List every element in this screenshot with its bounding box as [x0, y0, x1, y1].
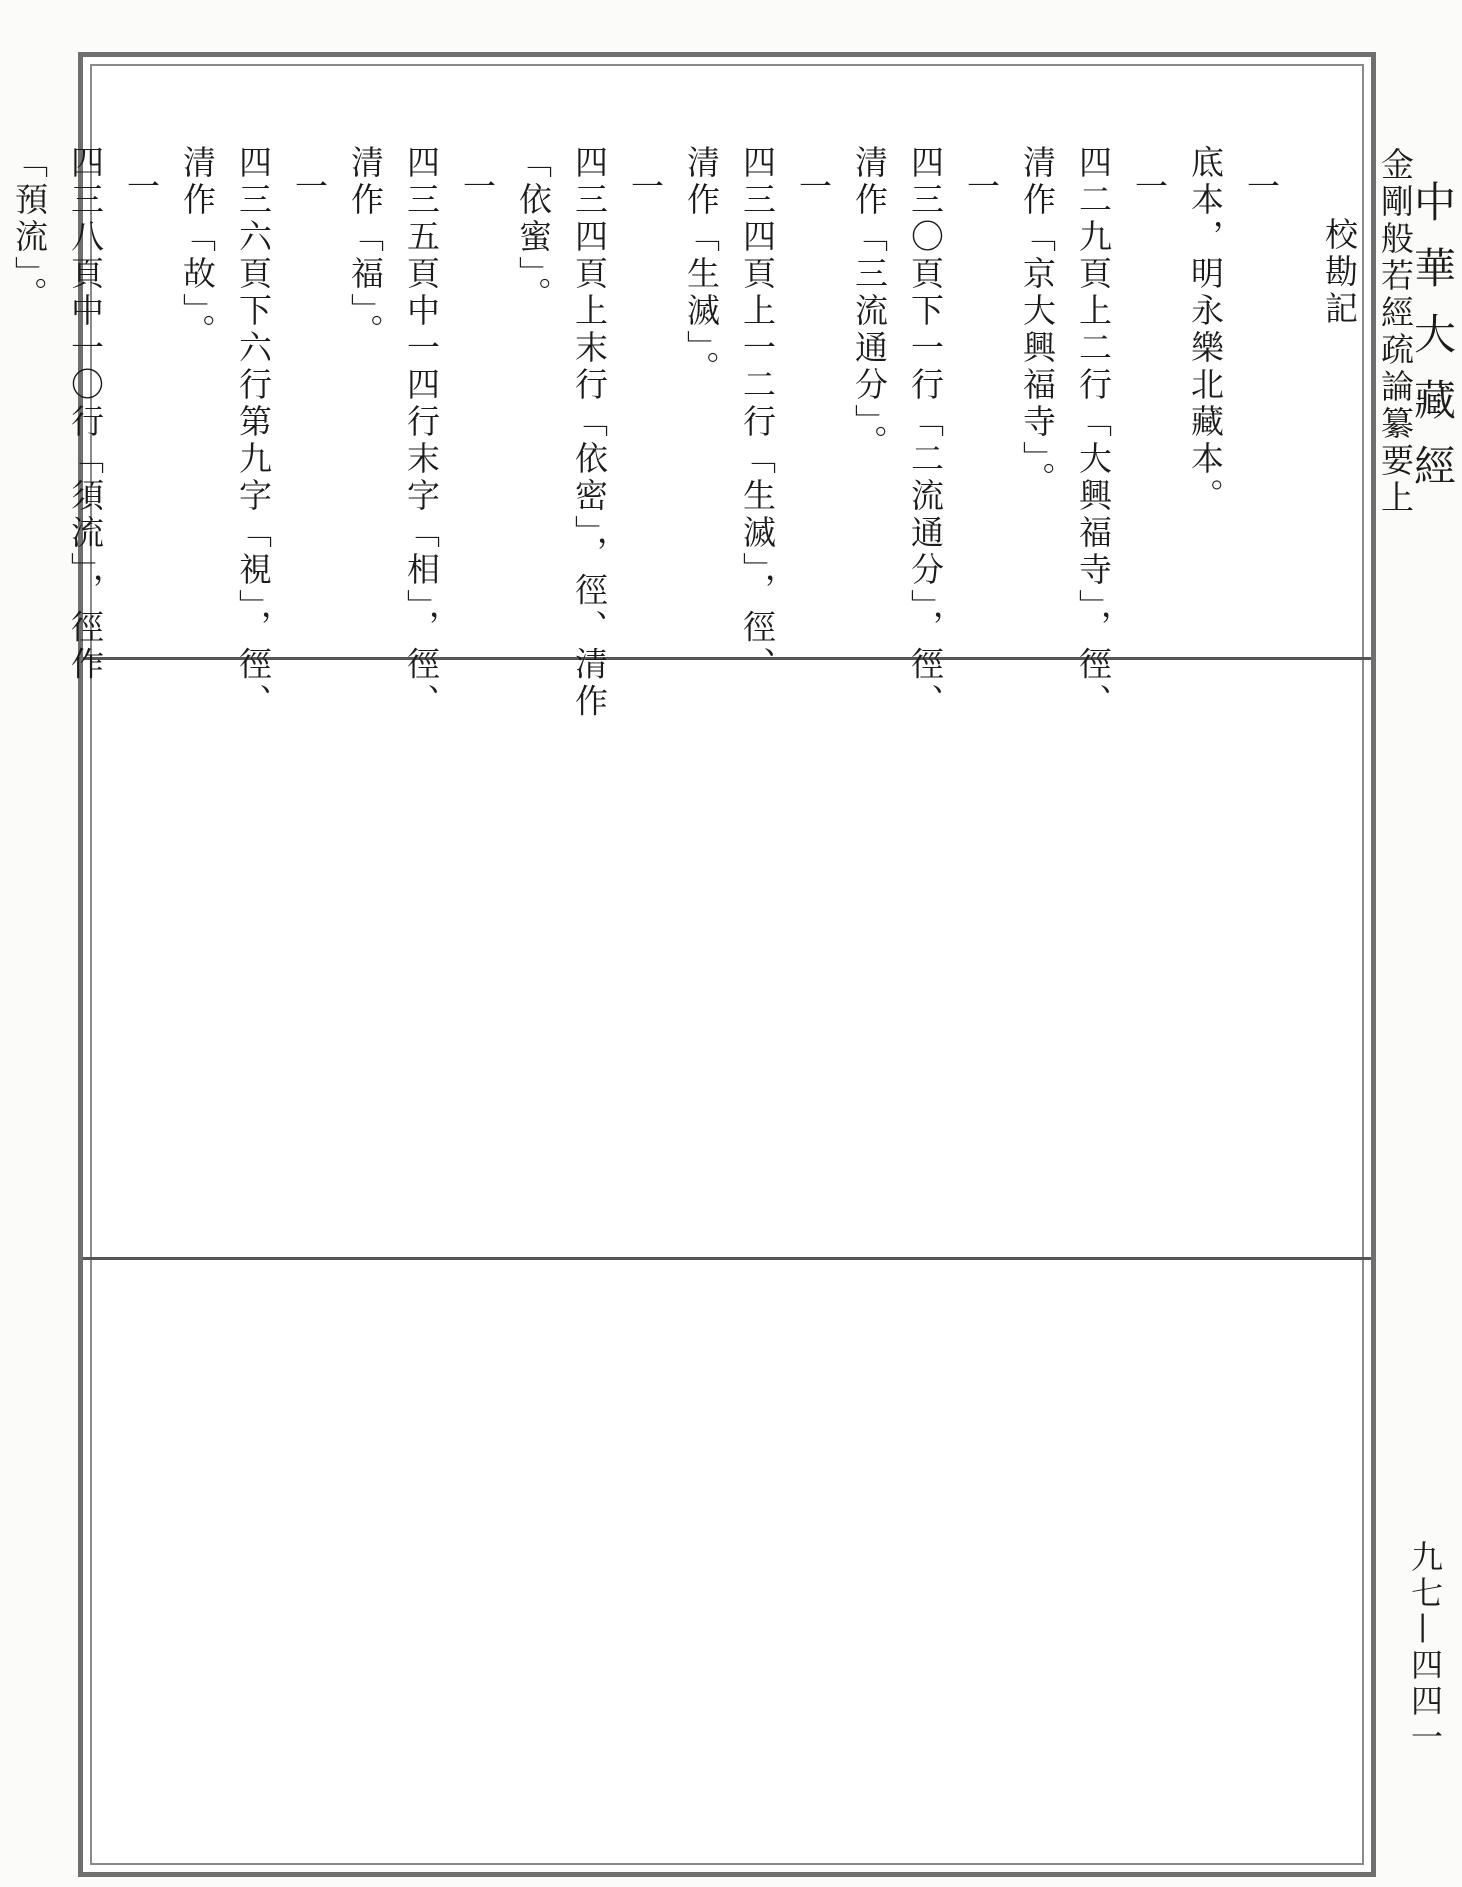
collation-entry — [673, 145, 841, 684]
entry-line: 四三四頁上末行「依密」，徑、清作 — [570, 145, 609, 721]
collation-entry — [1, 145, 169, 684]
canon-title: 中華大藏經 — [1408, 180, 1457, 510]
entry-marker: 一 — [458, 169, 497, 202]
entry-marker: 一 — [1242, 169, 1281, 202]
entry-line: 「依蜜」。 — [514, 145, 553, 314]
entry-line: 清作「福」。 — [346, 145, 385, 351]
entry-marker: 一 — [962, 169, 1001, 202]
collation-entry — [337, 145, 505, 721]
entry-line: 清作「三流通分」。 — [850, 145, 889, 462]
entry-line: 清作「生滅」。 — [682, 145, 721, 388]
entry-line: 四三〇頁下一行「二流通分」，徑、 — [906, 145, 945, 721]
entry-line: 四三五頁中一四行末字「相」，徑、 — [402, 145, 441, 721]
page-number: 九七—四四一 — [1406, 1540, 1444, 1756]
entry-marker: 一 — [794, 169, 833, 202]
collation-entry — [1177, 145, 1289, 515]
collation-entry — [841, 145, 1009, 721]
entry-line: 四二九頁上二行「大興福寺」，徑、 — [1074, 145, 1113, 721]
work-title: 金剛般若經疏論纂要上 — [1376, 147, 1415, 517]
entry-line: 「預流」。 — [10, 145, 49, 314]
entry-marker: 一 — [122, 169, 161, 202]
collation-entry — [505, 145, 673, 721]
entry-marker: 一 — [1130, 169, 1169, 202]
collation-entry — [1009, 145, 1177, 721]
collation-notes — [10, 77, 1423, 721]
entry-marker: 一 — [290, 169, 329, 202]
entry-line: 底本，明永樂北藏本。 — [1186, 145, 1225, 515]
entry-line: 清作「故」。 — [178, 145, 217, 351]
entry-line: 四三八頁中一〇行「須流」，徑作 — [66, 145, 105, 684]
entry-line: 清作「京大興福寺」。 — [1018, 145, 1057, 499]
entry-line: 四三六頁下六行第九字「視」，徑、 — [234, 145, 273, 721]
collation-heading: 校勘記 — [1320, 217, 1359, 328]
collation-entry — [169, 145, 337, 721]
entry-line: 四三四頁上一二行「生滅」，徑、 — [738, 145, 777, 684]
page-frame — [10, 52, 1415, 1877]
entry-marker: 一 — [626, 169, 665, 202]
register-divider-middle — [83, 1257, 1371, 1260]
